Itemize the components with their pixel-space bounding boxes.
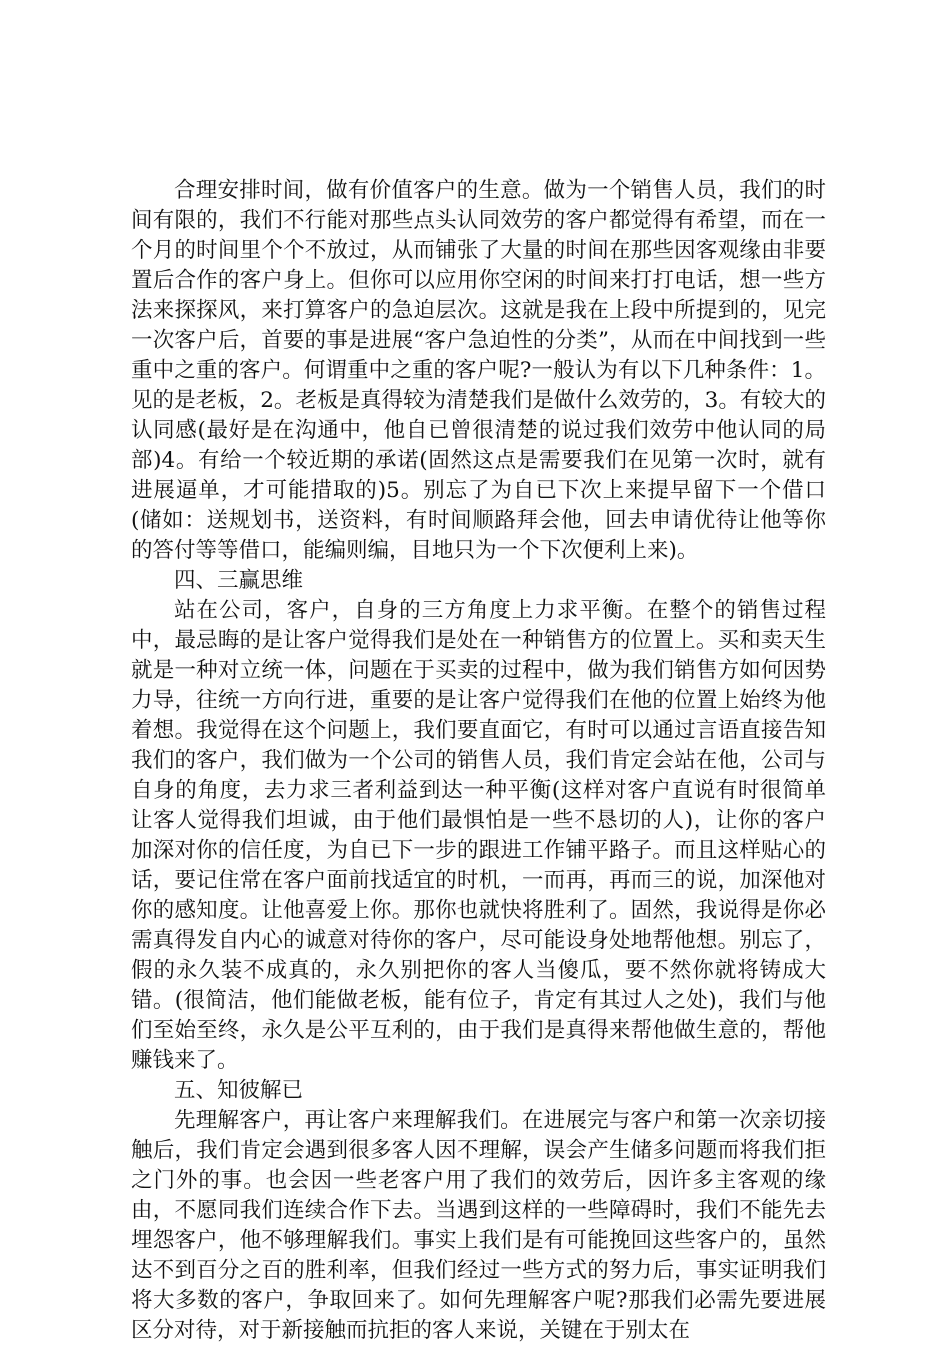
section-heading-win-win: 四、三赢思维 bbox=[174, 568, 304, 593]
section-heading-understand: 五、知彼解已 bbox=[174, 1078, 304, 1103]
paragraph-understand: 先理解客户，再让客户来理解我们。在进展完与客户和第一次亲切接触后，我们肯定会遇到很多客人因不理解，误会产生储多问题而将我们拒之门外的事。也会因一些老客户用了我们的效劳后，因许多主客观的缘由，不愿同我们连续合作下去。当遇到这样的一些障碍时，我们不能先去埋怨客户，他不够理解我们。事实上我们是有可能挽回这些客户的，虽然达不到百分之百的胜利率，但我们经过一些方式的努力后，事实证明我们将大多数的客户，争取回来了。如何先理解客户呢?那我们必需先要进展区分对待，对于新接触而抗拒的客人来说，关键在于别太在 bbox=[131, 1108, 826, 1343]
paragraph-time-management: 合理安排时间，做有价值客户的生意。做为一个销售人员，我们的时间有限的，我们不行能对那些点头认同效劳的客户都觉得有希望，而在一个月的时间里个个不放过，从而铺张了大量的时间在那些因客观缘由非要置后合作的客户身上。但你可以应用你空闲的时间来打打电话，想一些方法来探探风，来打算客户的急迫层次。这就是我在上段中所提到的，见完一次客户后，首要的事是进展“客户急迫性的分类”，从而在中间找到一些重中之重的客户。何谓重中之重的客户呢?一般认为有以下几种条件：1。见的是老板，2。老板是真得较为清楚我们是做什么效劳的，3。有较大的认同感(最好是在沟通中，他自已曾很清楚的说过我们效劳中他认同的局部)4。有给一个较近期的承诺(固然这点是需要我们在见第一次时，就有进展逼单，才可能措取的)5。别忘了为自已下次上来提早留下一个借口(储如：送规划书，送资料，有时间顺路拜会他，回去申请优待让他等你的答付等等借口，能编则编，目地只为一个下次便利上来)。 bbox=[131, 178, 826, 563]
paragraph-win-win: 站在公司，客户，自身的三方角度上力求平衡。在整个的销售过程中，最忌晦的是让客户觉得我们是处在一种销售方的位置上。买和卖天生就是一种对立统一体，问题在于买卖的过程中，做为我们销售方如何因势力导，往统一方向行进，重要的是让客户觉得我们在他的位置上始终为他着想。我觉得在这个问题上，我们要直面它，有时可以通过言语直接告知我们的客户，我们做为一个公司的销售人员，我们肯定会站在他，公司与自身的角度，去力求三者利益到达一种平衡(这样对客户直说有时很简单让客人觉得我们坦诚，由于他们最惧怕是一些不恳切的人)，让你的客户加深对你的信任度，为自已下一步的跟进工作铺平路子。而且这样贴心的话，要记住常在客户面前找适宜的时机，一而再，再而三的说，加深他对你的感知度。让他喜爱上你。那你也就快将胜利了。固然，我说得是你必需真得发自内心的诚意对待你的客户，尽可能设身处地帮他想。别忘了，假的永久装不成真的，永久别把你的客人当傻瓜，要不然你就将铸成大错。(很简洁，他们能做老板，能有位子，肯定有其过人之处)，我们与他们至始至终，永久是公平互利的，由于我们是真得来帮他做生意的，帮他赚钱来了。 bbox=[131, 598, 826, 1073]
document-body bbox=[131, 176, 826, 1346]
